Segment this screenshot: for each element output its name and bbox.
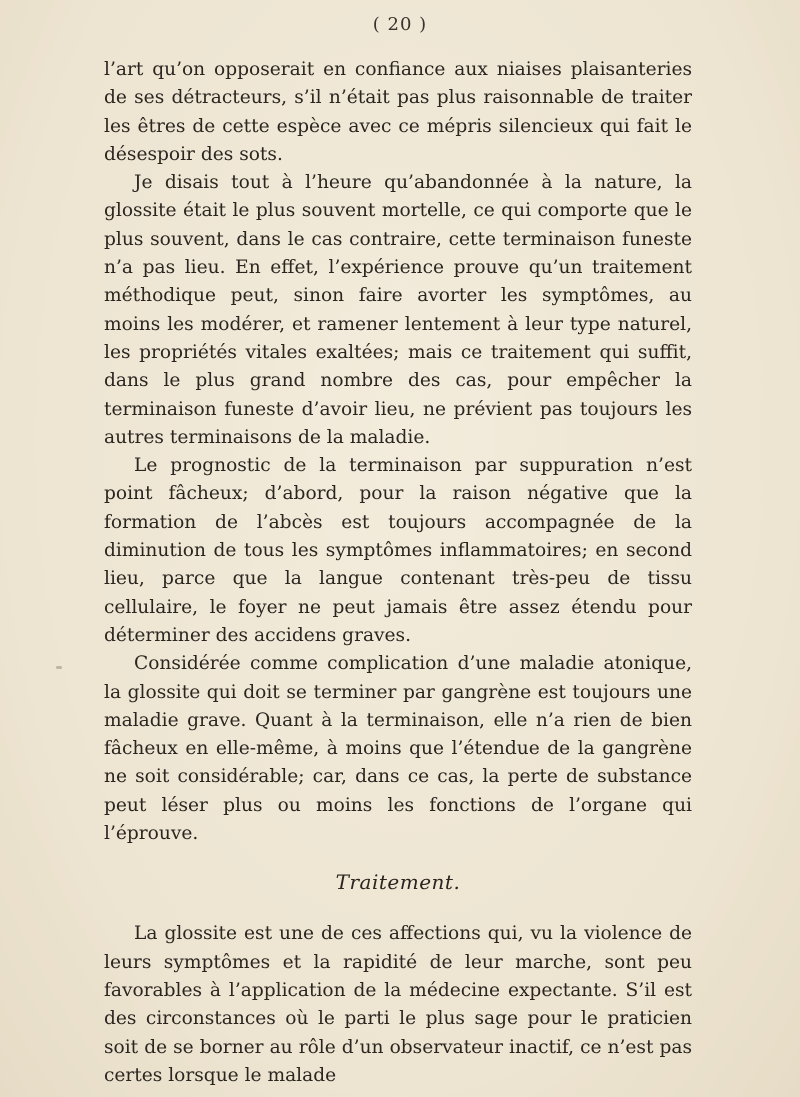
paragraph-continuation: l’art qu’on opposerait en confiance aux niaises plaisanteries de ses détracteurs, s’il n’était pas plus raisonnable de traiter les êtres de cette espèce avec ce mépris silencieux qui fait le désespoir des sots. [104,59,692,165]
paper-speck [56,666,62,669]
paragraph-complication: Considérée comme complication d’une maladie atonique, la glossite qui doit se terminer par gangrène est toujours une maladie grave. Quant à la terminaison, elle n’a rien de bien fâcheux en elle-même, à moins que l’étendue de la gangrène ne soit considérable; car, dans ce cas, la perte de substance peut léser plus ou moins les fonctions de l’organe qui l’éprouve. [104,653,692,845]
section-title: Traitement. [335,870,461,895]
paragraph-prognostic: Le prognostic de la terminaison par suppuration n’est point fâcheux; d’abord, pour la raison négative que la formation de l’abcès est toujours accompagnée de la diminution de tous les symptômes inflammatoires; en second lieu, parce que la langue contenant très-peu de tissu cellulaire, le foyer ne peut jamais être assez étendu pour déterminer des accidens graves. [104,455,692,646]
paragraph-glossite-mortelle: Je disais tout à l’heure qu’abandonnée à la nature, la glossite était le plus souvent mortelle, ce qui comporte que le plus souvent, dans le cas contraire, cette terminaison funeste n’a pas lieu. En effet, l’expérience prouve qu’un traitement méthodique peut, sinon faire avorter les symptômes, au moins les modérer, et ramener lentement à leur type naturel, les propriétés vitales exaltées; mais ce traitement qui suffit, dans le plus grand nombre des cas, pour empêcher la terminaison funeste d’avoir lieu, ne prévient pas toujours les autres terminaisons de la maladie. [104,172,692,448]
paragraph-traitement: La glossite est une de ces affections qui, vu la violence de leurs symptômes et la rapidité de leur marche, sont peu favorables à l’application de la médecine expectante. S’il est des circonstances où le parti le plus sage pour le praticien soit de se borner au rôle d’un observateur inactif, ce n’est pas certes lorsque le malade [104,923,692,1086]
page-number: ( 20 ) [372,14,428,35]
page-body [104,56,692,1090]
